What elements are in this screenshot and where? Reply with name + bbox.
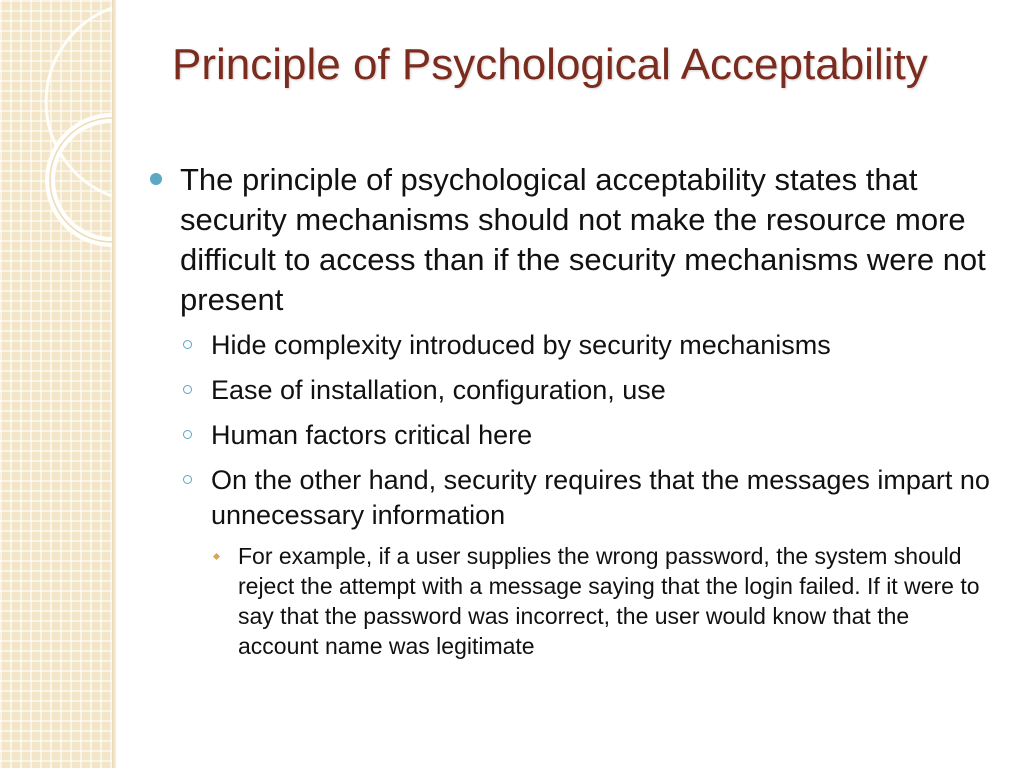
sub-bullet-text: Hide complexity introduced by security mechanisms [211, 330, 831, 360]
slide-body [150, 160, 995, 661]
sub-bullet-item [150, 373, 995, 408]
sub-sub-bullet-item [150, 541, 995, 661]
sub-sub-bullet-text: For example, if a user supplies the wrong password, the system should reject the attempt with a message saying that the login failed. If it were to say that the password was incorrect, the user would know that the account name was legitimate [238, 543, 980, 659]
sub-bullet-text: Human factors critical here [211, 420, 533, 450]
hollow-circle-bullet-icon [183, 340, 192, 349]
sub-bullet-text: On the other hand, security requires that the messages impart no unnecessary information [211, 465, 990, 530]
bullet-dot-icon [150, 173, 162, 185]
hollow-circle-bullet-icon [183, 430, 192, 439]
bullet-text: The principle of psychological acceptability states that security mechanisms should not make the resource more difficult to access than if the security mechanisms were not present [180, 162, 986, 317]
bullet-level-1 [150, 160, 995, 320]
sub-bullet-item [150, 418, 995, 453]
sub-bullet-item [150, 328, 995, 363]
sub-bullet-item [150, 463, 995, 533]
diamond-bullet-icon [213, 553, 220, 560]
hollow-circle-bullet-icon [183, 475, 192, 484]
slide-title: Principle of Psychological Acceptability [172, 40, 928, 89]
sub-bullet-list [150, 328, 995, 661]
sub-bullet-text: Ease of installation, configuration, use [211, 375, 666, 405]
hollow-circle-bullet-icon [183, 385, 192, 394]
